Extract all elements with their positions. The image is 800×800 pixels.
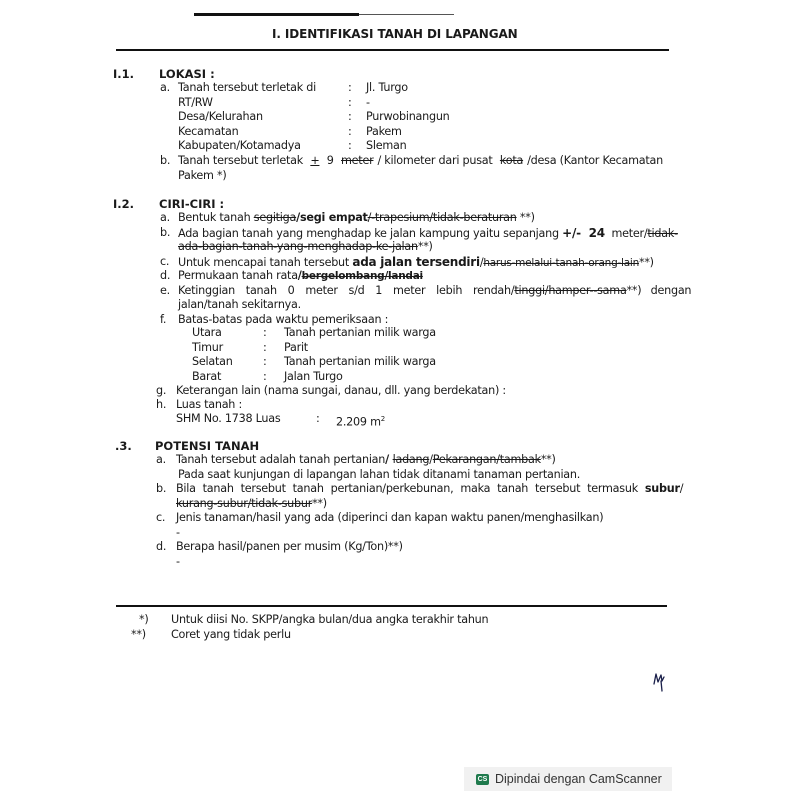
struck-option: /-trapesium/tidak-beraturan [367,211,517,224]
yield-value: - [176,554,180,568]
elevation-text-cont: jalan/tanah sekitarnya. [178,298,301,311]
selected-option: /segi empat [296,211,368,224]
frontage-line-cont [178,240,433,255]
boundary-colon: : [263,369,267,383]
item-label: b. [156,482,167,495]
shape-text: Bentuk tanah [178,211,254,224]
fertility-text: **) [312,496,327,510]
item-label: c. [156,511,166,524]
title-underline [116,49,669,51]
frontage-line [178,226,678,242]
land-type-text: / [429,453,433,466]
boundaries-text: Batas-batas pada waktu pemeriksaan : [178,312,389,326]
footnote-divider [116,605,667,607]
location-label: Kabupaten/Kotamadya [178,139,301,152]
item-label: e. [160,283,170,297]
struck-option: tidak- [647,226,678,240]
frontage-length: +/- 24 [562,225,605,240]
certificate-label: SHM No. 1738 Luas [176,412,281,425]
handwritten-initials-icon [652,670,668,694]
camscanner-text: Dipindai dengan CamScanner [495,772,662,786]
struck-option: harus-melalui-tanah-orang-lain [483,256,639,269]
footnote-text: Coret yang tidak perlu [171,627,291,641]
top-rule-fade [359,14,454,16]
access-text: / [479,255,484,269]
land-area-number: 2.209 m [336,415,381,429]
land-area-value [336,412,385,430]
item-label: a. [160,81,170,94]
fertility-line-cont [176,497,327,512]
boundary-colon: : [263,340,267,354]
item-label: b. [160,225,171,239]
item-label: b. [160,154,171,167]
certificate-colon: : [316,412,320,425]
struck-option: tinggi/hamper--sama [514,283,627,297]
struck-option: ada-bagian-tanah-yang-menghadap-ke-jalan [178,240,418,253]
selected-option: ada jalan tersendiri [352,254,480,269]
fertility-text: / [679,482,684,495]
struck-option: kota [499,154,524,167]
boundary-value: Tanah pertanian milik warga [284,326,436,339]
section-1-number: I.1. [113,67,135,81]
struck-option: bergelombang/landai [301,270,423,282]
location-label: Desa/Kelurahan [178,110,263,123]
square-superscript: 2 [380,415,385,423]
access-line [178,255,654,271]
location-label: Kecamatan [178,124,239,138]
distance-text: /desa (Kantor Kecamatan [527,154,663,167]
location-value: Purwobinangun [366,110,450,123]
surface-line [178,269,423,284]
crop-type-value: - [176,525,180,539]
crop-type-text: Jenis tanaman/hasil yang ada (diperinci dan kapan waktu panen/menghasilkan) [176,511,604,524]
struck-option: Pekarangan/tambak [432,453,541,466]
location-label: RT/RW [178,95,213,109]
location-value: Pakem [366,124,402,138]
location-colon: : [348,95,352,109]
item-label: d. [156,540,167,553]
section-3-number: .3. [115,439,132,453]
land-type-text: **) [540,453,556,466]
boundary-direction: Timur [192,340,223,354]
boundary-value: Parit [284,340,308,354]
distance-number: 9 [323,154,337,167]
item-label: a. [160,211,170,224]
visit-note: Pada saat kunjungan di lapangan lahan tidak ditanami tanaman pertanian. [178,467,581,481]
top-rule [194,13,359,16]
yield-text: Berapa hasil/panen per musim (Kg/Ton)**) [176,540,403,553]
elevation-line [178,283,692,299]
struck-option: segitiga [253,211,297,224]
location-colon: : [348,110,352,123]
location-colon: : [348,124,352,138]
footnote-mark: **) [131,627,146,641]
footnote-text: Untuk diisi No. SKPP/angka bulan/dua angka terakhir tahun [171,613,489,626]
fertility-line [176,482,684,497]
camscanner-badge [464,767,672,791]
distance-text: Tanah tersebut terletak [178,154,307,167]
land-area-label: Luas tanah : [176,398,242,411]
boundary-colon: : [263,326,267,339]
item-label: h. [156,398,167,411]
plus-minus: + [310,154,320,167]
land-type-text: Tanah tersebut adalah tanah pertanian [176,453,386,466]
section-2-title: CIRI-CIRI : [159,197,225,211]
frontage-text: Ada bagian tanah yang menghadap ke jalan kampung yaitu sepanjang [178,226,563,240]
access-text: Untuk mencapai tanah tersebut [178,255,353,269]
struck-option: kurang-subur/tidak-subur [176,496,313,510]
boundary-value: Tanah pertanian milik warga [284,355,436,368]
shape-line [178,211,535,226]
location-value: Jl. Turgo [366,81,408,94]
frontage-text: **) [417,240,433,253]
boundary-direction: Selatan [192,355,233,368]
boundary-value: Jalan Turgo [284,369,343,383]
boundary-colon: : [263,355,267,368]
land-type-line [176,453,556,468]
location-value: Sleman [366,139,407,152]
boundary-direction: Barat [192,369,222,383]
distance-line [178,154,663,169]
location-label: Tanah tersebut terletak di [178,81,316,94]
item-label: a. [156,453,166,466]
location-value: - [366,95,370,109]
slash: / [385,453,393,466]
footnote-mark: *) [139,613,149,626]
distance-text: / kilometer dari pusat [377,154,496,167]
frontage-text: meter/ [604,226,648,240]
location-colon: : [348,81,352,94]
boundary-direction: Utara [192,326,222,339]
struck-option: meter [341,154,374,167]
section-3-title: POTENSI TANAH [155,439,260,453]
fertility-text: Bila tanah tersebut tanah pertanian/perkebunan, maka tanah tersebut termasuk [176,482,645,495]
elevation-text: **) dengan [626,283,692,297]
page-title: I. IDENTIFIKASI TANAH DI LAPANGAN [272,27,518,41]
distance-text-cont: Pakem *) [178,168,227,182]
selected-option: subur [644,482,680,495]
item-label: g. [156,384,167,397]
shape-text: **) [516,211,535,224]
item-label: d. [160,269,171,282]
section-2-number: I.2. [113,197,135,211]
slash: / [297,269,302,282]
access-text: **) [638,255,654,269]
item-label: c. [160,254,170,268]
other-notes-text: Keterangan lain (nama sungai, danau, dll. yang berdekatan) : [176,384,506,397]
surface-text: Permukaan tanah rata [178,269,298,282]
struck-option: ladang [392,453,430,466]
item-label: f. [160,312,167,326]
elevation-text: Ketinggian tanah 0 meter s/d 1 meter lebih rendah/ [178,283,515,297]
location-colon: : [348,139,352,152]
section-1-title: LOKASI : [159,67,215,81]
camscanner-icon: CS [477,775,488,783]
